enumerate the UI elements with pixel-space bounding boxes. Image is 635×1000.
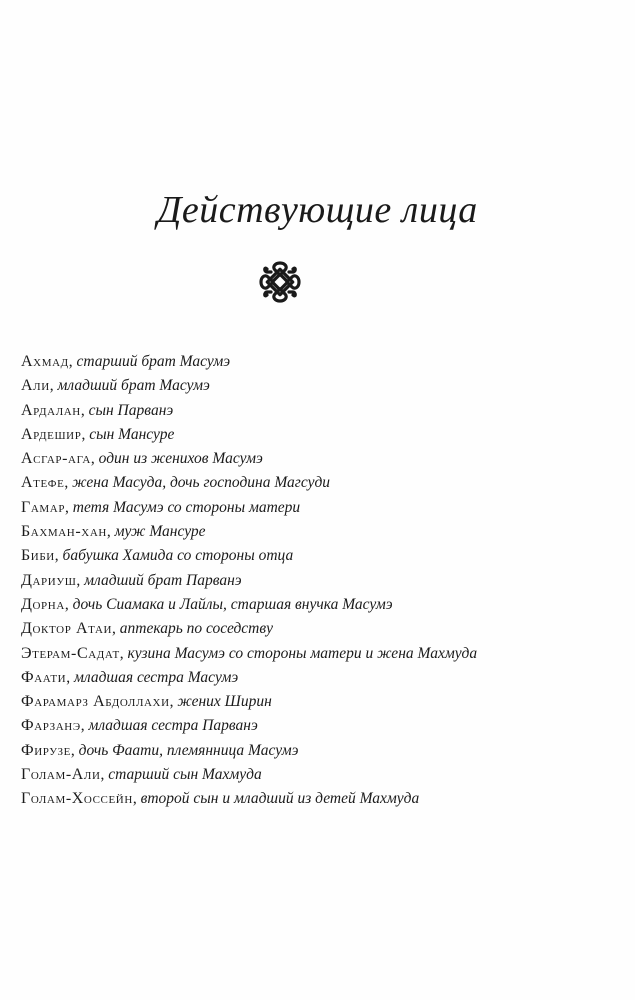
cast-description: муж Мансуре: [114, 523, 206, 541]
cast-name: Доктор Атаи: [21, 620, 113, 638]
cast-description: бабушка Хамида со стороны отца: [62, 547, 294, 565]
cast-item: Бахман-хан, муж Мансуре: [21, 523, 206, 541]
cast-description: аптекарь по соседству: [119, 620, 273, 638]
cast-name: Дариуш: [21, 571, 77, 589]
cast-description: младшая сестра Масумэ: [73, 668, 239, 686]
cast-description: младшая сестра Парванэ: [88, 717, 258, 735]
cast-description: второй сын и младший из детей Махмуда: [140, 790, 420, 808]
cast-item: Фаати, младшая сестра Масумэ: [21, 668, 239, 686]
cast-description: тетя Масумэ со стороны матери: [72, 498, 301, 516]
cast-name: Ардалан: [21, 401, 81, 419]
cast-description: жена Масуда, дочь господина Магсуди: [72, 474, 331, 492]
cast-description: один из женихов Масумэ: [98, 450, 263, 468]
cast-item: Биби, бабушка Хамида со стороны отца: [21, 547, 294, 565]
cast-name: Этерам-Садат: [21, 644, 120, 662]
cast-name: Фарзанэ: [21, 717, 81, 735]
cast-name: Голам-Али: [21, 766, 101, 784]
cast-description: младший брат Масумэ: [57, 377, 210, 395]
cast-description: кузина Масумэ со стороны матери и жена Махмуда: [127, 644, 478, 662]
cast-item: Фарамарз Абдоллахи, жених Ширин: [21, 693, 272, 711]
cast-item: Ардешир, сын Мансуре: [21, 425, 175, 443]
cast-item: Голам-Али, старший сын Махмуда: [21, 766, 262, 784]
page-title: Действующие лица: [157, 189, 478, 231]
cast-name: Биби: [21, 547, 55, 565]
cast-name: Фарамарз Абдоллахи: [21, 693, 170, 711]
cast-item: Атефе, жена Масуда, дочь господина Магсуди: [21, 474, 331, 492]
cast-name: Фирузе: [21, 741, 71, 759]
cast-name: Гамар: [21, 498, 66, 516]
cast-description: дочь Фаати, племянница Масумэ: [78, 741, 299, 759]
cast-item: Голам-Хоссейн, второй сын и младший из детей Махмуда: [21, 790, 420, 808]
cast-description: сын Мансуре: [89, 425, 175, 443]
cast-item: Дариуш, младший брат Парванэ: [21, 571, 242, 589]
cast-item: Дорна, дочь Сиамака и Лайлы, старшая внучка Масумэ: [21, 595, 393, 613]
cast-item: Гамар, тетя Масумэ со стороны матери: [21, 498, 301, 516]
cast-list: [21, 350, 477, 812]
cast-name: Ахмад: [21, 353, 69, 370]
cast-item: Этерам-Садат, кузина Масумэ со стороны матери и жена Махмуда: [21, 644, 478, 662]
cast-item: Али, младший брат Масумэ: [21, 377, 210, 395]
cast-name: Атефе: [21, 474, 65, 492]
cast-name: Голам-Хоссейн: [21, 790, 133, 808]
cast-name: Асгар-ага: [21, 450, 91, 468]
cast-description: старший сын Махмуда: [108, 766, 262, 784]
cast-description: младший брат Парванэ: [84, 571, 242, 589]
cast-description: сын Парвaнэ: [88, 401, 174, 419]
cast-name: Бахман-хан: [21, 523, 107, 541]
cast-description: жених Ширин: [177, 693, 272, 711]
cast-description: старший брат Масумэ: [76, 353, 231, 370]
cast-name: Али: [21, 377, 50, 395]
cast-item: Ардалан, сын Парвaнэ: [21, 401, 174, 419]
knot-ornament-icon: [256, 258, 304, 306]
cast-name: Фаати: [21, 668, 67, 686]
cast-item: Фарзанэ, младшая сестра Парванэ: [21, 717, 258, 735]
cast-name: Дорна: [21, 595, 65, 613]
cast-item: Доктор Атаи, аптекарь по соседству: [21, 620, 273, 638]
cast-name: Ардешир: [21, 425, 82, 443]
cast-item: Асгар-ага, один из женихов Масумэ: [21, 450, 263, 468]
cast-item: Ахмад, старший брат Масумэ: [21, 353, 231, 370]
cast-item: Фирузе, дочь Фаати, племянница Масумэ: [21, 741, 299, 759]
cast-description: дочь Сиамака и Лайлы, старшая внучка Масумэ: [72, 595, 393, 613]
